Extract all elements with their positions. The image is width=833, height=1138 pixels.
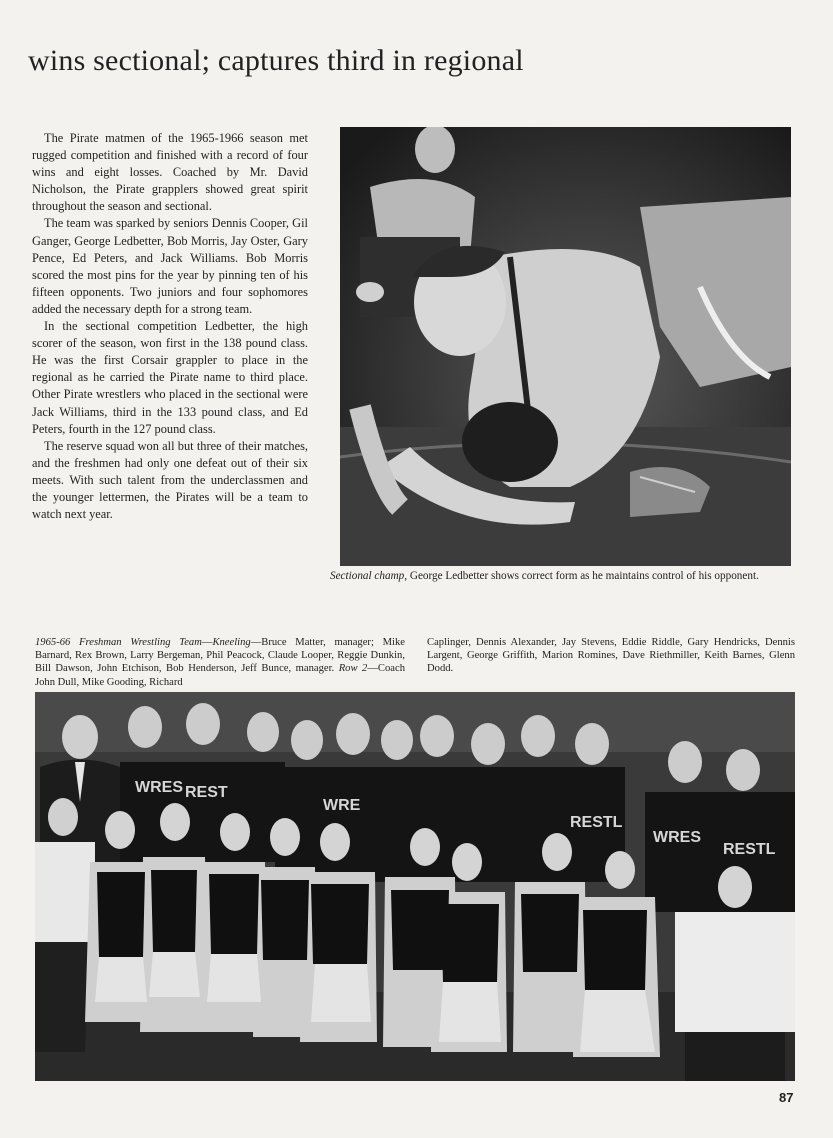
match-photo-caption	[330, 570, 790, 584]
jersey-lettering: RESTL	[570, 814, 623, 831]
story-text	[32, 130, 308, 523]
team-photo	[35, 692, 795, 1081]
page-headline: wins sectional; captures third in regional	[28, 44, 524, 77]
story-paragraph: The reserve squad won all but three of their matches, and the freshmen had only one defeat out of their six meets. With such talent from the underclassmen and the younger lettermen, the Pirates will be a team to watch next year.	[32, 438, 308, 522]
story-paragraph: The team was sparked by seniors Dennis Cooper, Gil Ganger, George Ledbetter, Bob Morris, Jay Oster, Gary Pence, Ed Peters, and Jack Williams. Bob Morris scored the most pins for the year by pinning ten of his fifteen opponents. Two juniors and four sophomores added the necessary depth for a strong team.	[32, 216, 308, 316]
team-photo-caption-left	[35, 636, 405, 689]
team-caption-names: —Coach John Dull, Mike Gooding, Richard	[35, 663, 405, 688]
jersey-lettering: RESTL	[723, 841, 776, 858]
team-caption-dash: —	[250, 637, 262, 648]
team-photo-illustration	[35, 692, 795, 1081]
jersey-lettering: WRES	[653, 829, 701, 846]
team-caption-title: 1965-66 Freshman Wrestling Team	[35, 637, 202, 648]
story-paragraph: In the sectional competition Ledbetter, the high scorer of the season, won first in the 138 pound class. He was the first Corsair grappler to place in the regional as he carried the Pirate name to third place. Other Pirate wrestlers who placed in the sectional were Jack Williams, third in the 133 pound class, and Ed Peters, fourth in the 127 pound class.	[32, 319, 308, 436]
wrestling-match-illustration	[340, 127, 791, 566]
jersey-lettering: WRE	[323, 797, 361, 814]
team-caption-dash: —	[201, 637, 213, 648]
jersey-lettering: WRES	[135, 779, 183, 796]
team-caption-names: Caplinger, Dennis Alexander, Jay Stevens, Eddie Riddle, Gary Hendricks, Dennis Largent, George Griffith, Marion Romines, Dave Riethmiller, Keith Barnes, Glenn Dodd.	[427, 637, 795, 675]
caption-text: George Ledbetter shows correct form as he maintains control of his opponent.	[407, 570, 759, 582]
story-paragraph: The Pirate matmen of the 1965-1966 season met rugged competition and finished with a record of four wins and eight losses. Coached by Mr. David Nicholson, the Pirate grapplers showed great spirit throughout the season and sectional.	[32, 131, 308, 214]
wrestling-match-photo	[340, 127, 791, 566]
team-caption-row1-label: Kneeling	[212, 637, 251, 648]
page-number: 87	[779, 1090, 794, 1105]
team-caption-names: Bruce Matter, manager; Mike Barnard, Rex Brown, Larry Bergeman, Phil Peacock, Claude Looper, Reggie Dunkin, Bill Dawson, John Etchison, Bob Henderson, Jeff Bunce, manager.	[35, 637, 405, 675]
caption-lead: Sectional champ,	[330, 570, 408, 582]
team-caption-row2-label: Row 2	[338, 663, 368, 675]
jersey-lettering: REST	[185, 784, 228, 801]
team-photo-caption-right	[427, 636, 795, 676]
